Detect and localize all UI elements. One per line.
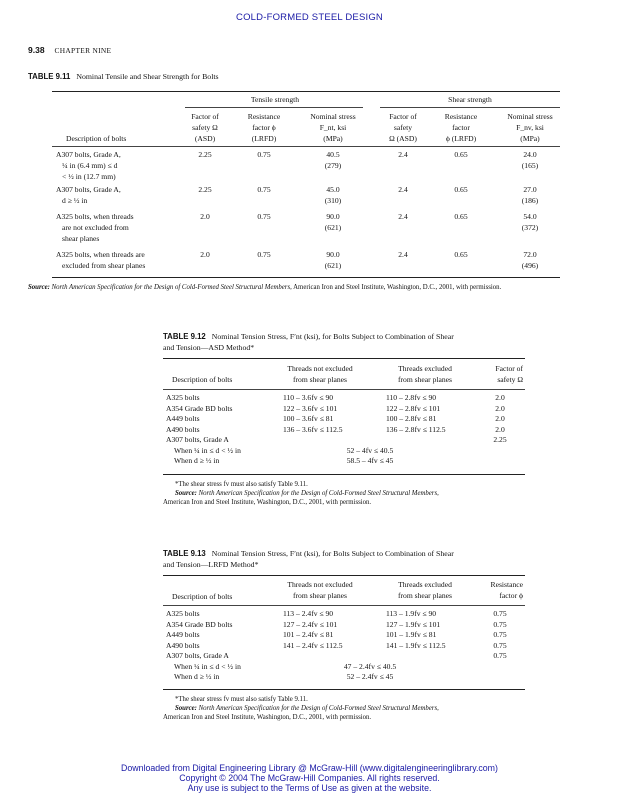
table-911-col-head: safety Ω [192, 123, 218, 132]
table-912-cell: 2.0 [495, 393, 505, 402]
table-912-cell: 2.0 [495, 403, 505, 413]
table-911-col-head: Ω (ASD) [389, 134, 417, 143]
table-911-cell: 2.0 [200, 250, 210, 259]
table-912-title-line1: Nominal Tension Stress, F′nt (ksi), for Bolts Subject to Combination of Shear [211, 332, 454, 341]
table-911-cell-mpa: (621) [324, 223, 342, 232]
table-911-cell: 2.4 [398, 150, 408, 159]
table-912-subrow-desc: When d ≥ ½ in [174, 456, 220, 465]
table-911-group-tensile: Tensile strength [250, 95, 300, 104]
table-913-col-head: factor ϕ [499, 591, 523, 600]
page-number: 9.38 [28, 45, 45, 55]
table-913-cell: 0.75 [493, 630, 507, 639]
table-913-notes [163, 695, 528, 722]
table-912-cell: 136 – 2.8fv ≤ 112.5 [386, 424, 446, 434]
table-912-cell: 110 – 2.8fv ≤ 90 [386, 393, 437, 402]
download-footer [0, 763, 619, 793]
table-911-col-head: (MPa) [323, 134, 343, 143]
table-912-source [163, 489, 528, 498]
table-911-cell-mpa: (372) [521, 223, 539, 232]
table-913-cell: 101 – 1.9fv ≤ 81 [386, 630, 437, 639]
table-911-col-head: (ASD) [194, 134, 216, 143]
table-911-cell: 2.4 [398, 212, 408, 221]
table-912-col-head: from shear planes [398, 375, 452, 384]
table-912-source-italic: North American Specification for the Design of Cold-Formed Steel Structural Members, [198, 490, 439, 497]
table-912-cell: 100 – 2.8fv ≤ 81 [386, 414, 437, 423]
table-913-cell: 127 – 1.9fv ≤ 101 [386, 619, 441, 629]
table-911-title: Nominal Tensile and Shear Strength for Bolts [76, 72, 219, 81]
table-913-caption [163, 548, 533, 570]
table-911-col-head: factor ϕ [252, 123, 276, 132]
table-911-row-desc: A307 bolts, Grade A, [56, 150, 121, 159]
footer-line-3: Any use is subject to the Terms of Use as given at the website. [187, 783, 432, 793]
table-913-cell: 141 – 2.4fv ≤ 112.5 [283, 640, 343, 650]
table-913-col-head: from shear planes [398, 591, 452, 600]
table-913-col-head: Threads excluded [398, 580, 452, 589]
table-912-subrow-expr: 58.5 – 4fv ≤ 45 [346, 456, 394, 465]
table-911-cell: 45.0 [326, 185, 340, 194]
table-911-cell: 90.0 [326, 250, 340, 259]
table-911-cell: 90.0 [326, 212, 340, 221]
table-913-cell: 113 – 1.9fv ≤ 90 [386, 609, 437, 618]
table-913-row-desc: A449 bolts [166, 630, 200, 639]
table-911-cell: 24.0 [523, 150, 537, 159]
table-911-cell: 27.0 [523, 185, 537, 194]
table-911-col-head: safety [393, 123, 413, 132]
table-911-cell: 0.75 [257, 212, 271, 221]
table-911-source-label: Source: [28, 284, 50, 291]
table-911-col-head: Factor of [389, 112, 417, 121]
table-913-row-desc: A490 bolts [166, 640, 200, 650]
table-911-row-desc: < ½ in (12.7 mm) [62, 172, 116, 181]
table-912-col-head: Threads not excluded [287, 364, 353, 373]
table-911-cell-mpa: (279) [324, 161, 342, 170]
table-912-col-head: Factor of [495, 364, 523, 373]
table-912-notes [163, 480, 528, 507]
page-header [28, 45, 111, 55]
table-911-shear-rule [380, 107, 560, 108]
table-911-cell-mpa: (165) [521, 161, 539, 170]
table-913-row-desc: A307 bolts, Grade A [166, 651, 229, 660]
table-911-source-italic: North American Specification for the Design of Cold-Formed Steel Structural Members, [51, 284, 292, 291]
table-912-cell: 2.0 [495, 414, 505, 423]
table-911-tensile-rule [185, 107, 363, 108]
table-911-row-desc: A325 bolts, when threads [56, 212, 134, 221]
table-912-row-desc: A449 bolts [166, 414, 200, 423]
table-911-cell: 2.25 [198, 150, 212, 159]
table-911-source [28, 283, 568, 292]
table-913-source-italic: North American Specification for the Design of Cold-Formed Steel Structural Members, [198, 705, 439, 712]
table-911-col-head: (MPa) [520, 134, 540, 143]
table-911-cell: 0.75 [257, 185, 271, 194]
table-911-col-head: F_nv, ksi [516, 123, 544, 132]
table-912-cell: 2.25 [493, 435, 507, 444]
table-912-cell: 110 – 3.6fv ≤ 90 [283, 393, 334, 402]
table-913-col-head: from shear planes [293, 591, 347, 600]
table-913-cell: 0.75 [493, 651, 507, 660]
table-913-cell: 0.75 [493, 619, 507, 629]
table-913-subrow-desc: When d ≥ ½ in [174, 672, 220, 681]
table-913-head-rule [163, 605, 525, 606]
table-911-source-rest: American Iron and Steel Institute, Washington, D.C., 2001, with permission. [293, 284, 502, 291]
table-911-cell-mpa: (496) [521, 261, 539, 270]
table-913-cell: 0.75 [493, 640, 507, 650]
footer-line-2: Copyright © 2004 The McGraw-Hill Companies. All rights reserved. [179, 773, 440, 783]
table-911-row-desc: are not excluded from [62, 223, 129, 232]
table-911-row-desc: ¼ in (6.4 mm) ≤ d [62, 161, 118, 170]
table-912-cell: 100 – 3.6fv ≤ 81 [283, 414, 334, 423]
table-911-cell: 2.4 [398, 185, 408, 194]
table-911-cell: 40.5 [326, 150, 340, 159]
table-913-title-line1: Nominal Tension Stress, F′nt (ksi), for Bolts Subject to Combination of Shear [211, 549, 454, 558]
table-913-source-rest: American Iron and Steel Institute, Washington, D.C., 2001, with permission. [163, 714, 372, 721]
table-913-label: TABLE 9.13 [163, 549, 206, 558]
table-912-note: *The shear stress fv must also satisfy Table 9.11. [175, 481, 308, 488]
table-912-col-head: safety Ω [497, 375, 523, 384]
table-912-top-rule [163, 358, 525, 359]
table-912-subrow-expr: 52 – 4fv ≤ 40.5 [346, 445, 394, 455]
table-913-cell: 127 – 2.4fv ≤ 101 [283, 619, 338, 629]
table-912-cell: 122 – 3.6fv ≤ 101 [283, 403, 338, 413]
table-913-cell: 141 – 1.9fv ≤ 112.5 [386, 640, 446, 650]
table-911-row-desc: shear planes [62, 234, 100, 243]
table-911-col-head: F_nt, ksi [319, 123, 347, 132]
table-912-col-head: from shear planes [293, 375, 347, 384]
table-912-subrow-desc: When ¼ in ≤ d < ½ in [174, 445, 241, 455]
table-911-caption [28, 72, 219, 81]
table-912-label: TABLE 9.12 [163, 332, 206, 341]
table-913-title-line2: and Tension—LRFD Method* [163, 560, 259, 569]
table-911-cell-mpa: (621) [324, 261, 342, 270]
table-913-subrow-expr: 52 – 2.4fv ≤ 45 [346, 672, 394, 681]
table-913-col-head: Threads not excluded [287, 580, 353, 589]
table-911-cell: 2.25 [198, 185, 212, 194]
table-911-cell: 0.65 [454, 250, 468, 259]
table-911-top-rule [52, 91, 560, 92]
table-913-cell: 113 – 2.4fv ≤ 90 [283, 609, 334, 618]
table-911-col-head: Nominal stress [310, 112, 356, 121]
table-912-cell: 2.0 [495, 424, 505, 434]
table-911-cell: 0.75 [257, 150, 271, 159]
table-911-cell: 54.0 [523, 212, 537, 221]
table-913-bottom-rule [163, 689, 525, 690]
table-913-source-label: Source: [175, 705, 197, 712]
table-913-subrow-desc: When ¼ in ≤ d < ½ in [174, 661, 241, 671]
table-913-cell: 101 – 2.4fv ≤ 81 [283, 630, 334, 639]
table-912-row-desc: A325 bolts [166, 393, 200, 402]
table-913-row-desc: A325 bolts [166, 609, 200, 618]
table-911-cell: 0.65 [454, 212, 468, 221]
table-911-cell: 72.0 [523, 250, 537, 259]
table-911-bottom-rule [52, 277, 560, 278]
running-title: COLD-FORMED STEEL DESIGN [236, 12, 383, 23]
table-912-head-rule [163, 389, 525, 390]
table-912-source-rest: American Iron and Steel Institute, Washington, D.C., 2001, with permission. [163, 499, 372, 506]
table-912-bottom-rule [163, 474, 525, 475]
table-913-note: *The shear stress fv must also satisfy Table 9.11. [175, 696, 308, 703]
table-912-source-label: Source: [175, 490, 197, 497]
table-911-cell: 2.4 [398, 250, 408, 259]
table-911-col-head: Nominal stress [507, 112, 553, 121]
table-911-col-head: factor [452, 123, 470, 132]
table-911-cell: 2.0 [200, 212, 210, 221]
table-911-cell: 0.75 [257, 250, 271, 259]
table-911-col-head: ϕ (LRFD) [445, 134, 477, 143]
chapter-label: CHAPTER NINE [54, 46, 112, 55]
table-911-col-head: Factor of [191, 112, 219, 121]
table-913-col-head: Resistance [490, 580, 523, 589]
table-911-cell: 0.65 [454, 185, 468, 194]
table-911-row-desc: d ≥ ½ in [62, 196, 88, 205]
table-911-col-desc: Description of bolts [66, 134, 127, 143]
table-911-head-rule [52, 146, 560, 147]
table-911-col-head: (LRFD) [251, 134, 277, 143]
table-913-top-rule [163, 575, 525, 576]
table-913-cell: 0.75 [493, 609, 507, 618]
table-912-row-desc: A354 Grade BD bolts [166, 403, 233, 413]
table-911-label: TABLE 9.11 [28, 72, 71, 81]
table-912-caption [163, 331, 533, 353]
table-913-col-desc: Description of bolts [172, 592, 233, 601]
table-913-row-desc: A354 Grade BD bolts [166, 619, 233, 629]
table-912-cell: 136 – 3.6fv ≤ 112.5 [283, 424, 343, 434]
table-912-row-desc: A490 bolts [166, 424, 200, 434]
table-911-cell: 0.65 [454, 150, 468, 159]
table-911-col-head: Resistance [247, 112, 281, 121]
table-911-cell-mpa: (310) [324, 196, 342, 205]
footer-line-1[interactable]: Downloaded from Digital Engineering Library @ McGraw-Hill (www.digitalengineeringlibrary.com) [121, 763, 498, 773]
table-912-col-head: Threads excluded [398, 364, 452, 373]
table-912-cell: 122 – 2.8fv ≤ 101 [386, 403, 441, 413]
table-911-row-desc: A325 bolts, when threads are [56, 250, 145, 259]
table-911-col-head: Resistance [444, 112, 478, 121]
table-911-group-shear: Shear strength [448, 95, 492, 104]
table-913-subrow-expr: 47 – 2.4fv ≤ 40.5 [343, 661, 397, 671]
table-912-col-desc: Description of bolts [172, 375, 233, 384]
table-912-title-line2: and Tension—ASD Method* [163, 343, 255, 352]
table-911-row-desc: A307 bolts, Grade A, [56, 185, 121, 194]
table-912-row-desc: A307 bolts, Grade A [166, 435, 229, 444]
table-911-row-desc: excluded from shear planes [62, 261, 146, 270]
table-911-cell-mpa: (186) [521, 196, 539, 205]
table-913-source [163, 704, 528, 713]
